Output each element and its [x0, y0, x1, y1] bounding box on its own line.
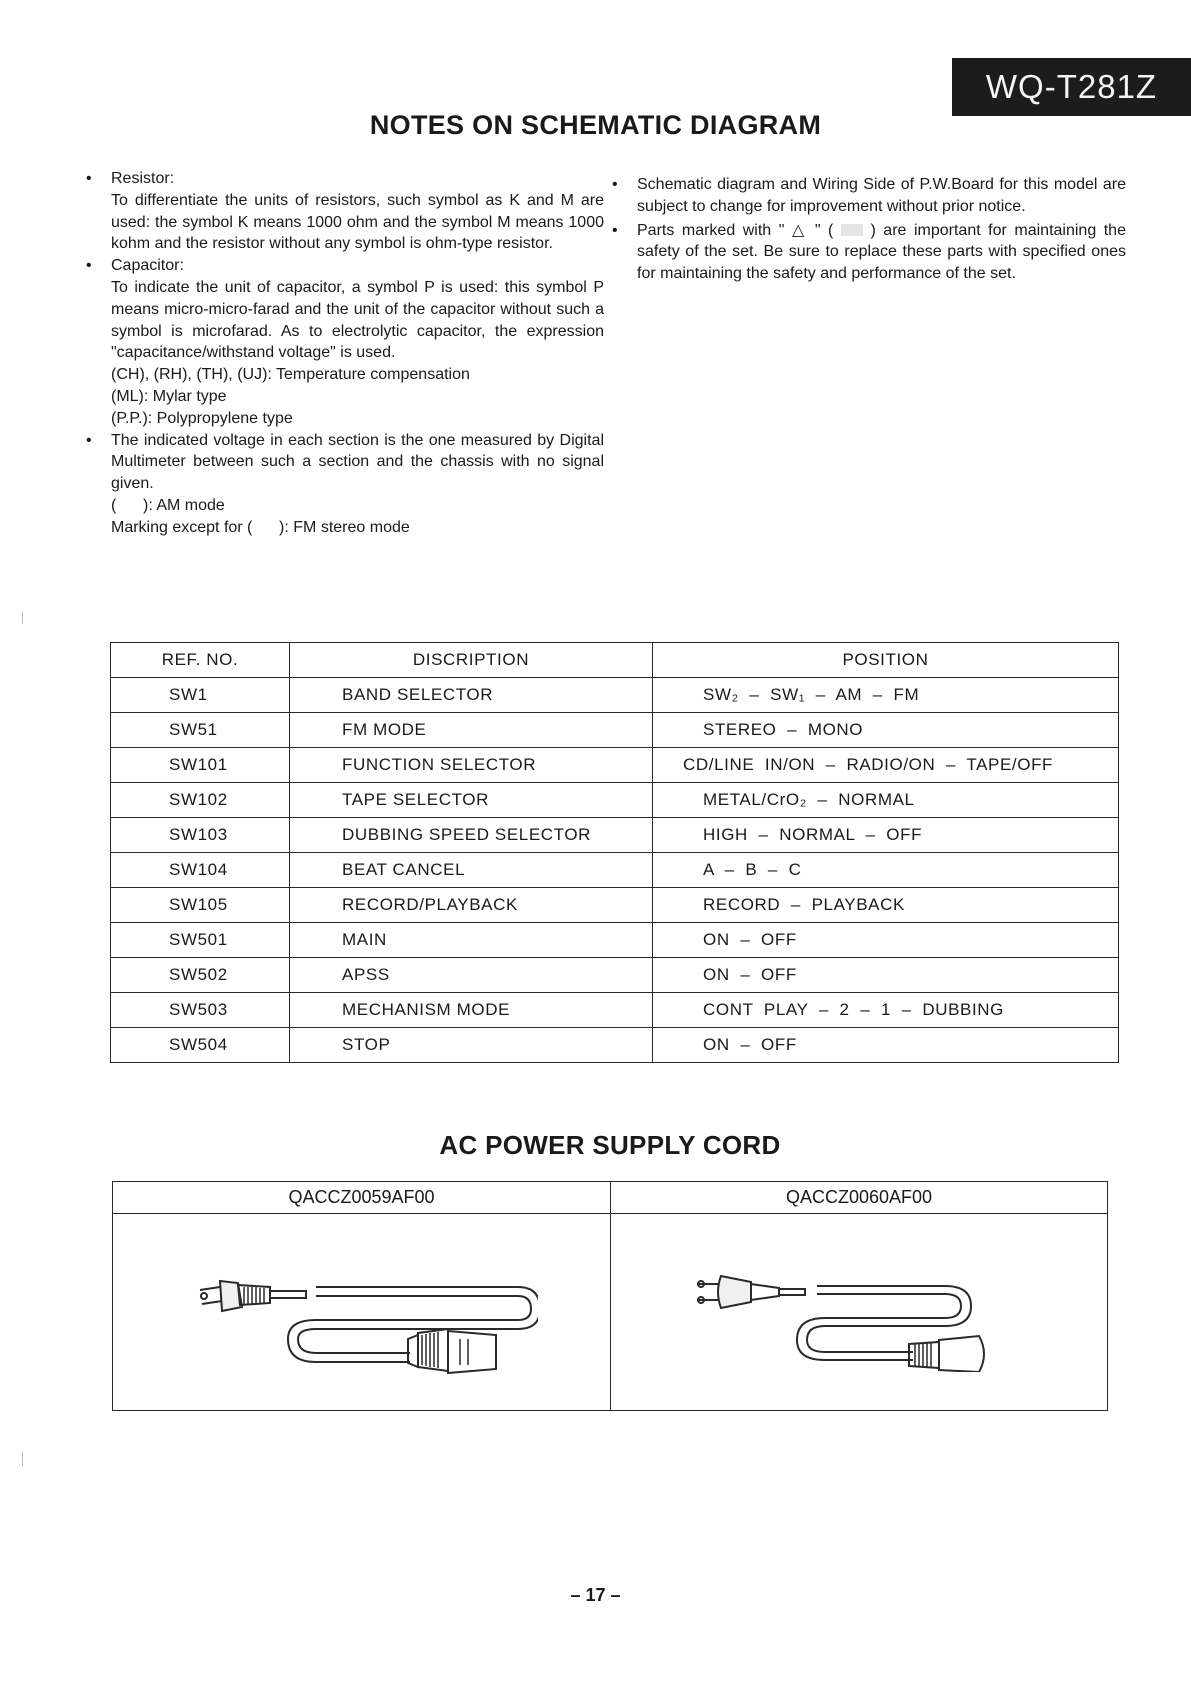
- ref-cell: SW51: [111, 713, 290, 748]
- position-cell: [653, 958, 1119, 993]
- scan-edge-mark: [22, 612, 23, 624]
- fm-mode-text: Marking except for ( ): FM stereo mode: [111, 518, 410, 536]
- position-cell: [653, 923, 1119, 958]
- position-cell: [653, 853, 1119, 888]
- position-cell: [653, 818, 1119, 853]
- desc-cell: BEAT CANCEL: [290, 853, 653, 888]
- position-cell: [653, 1028, 1119, 1063]
- model-number-badge: WQ-T281Z: [952, 58, 1191, 116]
- desc-cell: RECORD/PLAYBACK: [290, 888, 653, 923]
- ac-cord-table: [112, 1181, 1108, 1411]
- ref-cell: SW103: [111, 818, 290, 853]
- desc-cell: MECHANISM MODE: [290, 993, 653, 1028]
- description-header: DISCRIPTION: [290, 643, 653, 678]
- position-text: METAL/CrO₂ – NORMAL: [703, 790, 915, 809]
- desc-cell: APSS: [290, 958, 653, 993]
- position-text: A – B – C: [703, 860, 802, 879]
- safety-parts-text-a: Parts marked with " △ " (: [637, 221, 834, 239]
- position-text: SW₂ – SW₁ – AM – FM: [703, 685, 920, 704]
- capacitor-note: [84, 255, 604, 364]
- table-row: [111, 888, 1119, 923]
- ref-cell: SW105: [111, 888, 290, 923]
- ref-cell: SW102: [111, 783, 290, 818]
- ref-cell: SW101: [111, 748, 290, 783]
- notes-left-column: [84, 168, 604, 539]
- ref-no-header: REF. NO.: [111, 643, 290, 678]
- safety-parts-text-b: ) are important for maintaining the safety of the set. Be sure to replace these parts with specified ones for maintaining the safety and performance of the set.: [637, 221, 1126, 283]
- resistor-text: To differentiate the units of resistors, such symbol as K and M are used: the symbol K means 1000 ohm and the symbol M means 1000 kohm and the resistor without any symbol is ohm-type resistor.: [111, 191, 604, 253]
- ref-cell: SW104: [111, 853, 290, 888]
- table-row: [111, 818, 1119, 853]
- temp-comp-text: (CH), (RH), (TH), (UJ): Temperature compensation: [111, 366, 470, 384]
- capacitor-heading: • Capacitor:: [111, 257, 184, 275]
- table-row: [111, 1028, 1119, 1063]
- position-cell: [653, 748, 1119, 783]
- power-cord-right-icon: [695, 1262, 1025, 1372]
- position-cell: [653, 888, 1119, 923]
- page-number: – 17 –: [570, 1585, 621, 1605]
- table-row: [111, 923, 1119, 958]
- table-row: [111, 853, 1119, 888]
- switch-position-table: [110, 642, 1119, 1063]
- desc-cell: STOP: [290, 1028, 653, 1063]
- position-text: CONT PLAY – 2 – 1 – DUBBING: [703, 1000, 1005, 1019]
- table-row: [111, 993, 1119, 1028]
- notes-right-column: [610, 174, 1126, 285]
- table-header-row: [111, 643, 1119, 678]
- polypropylene-text: (P.P.): Polypropylene type: [111, 409, 293, 427]
- ref-cell: SW1: [111, 678, 290, 713]
- left-cord-part-number: QACCZ0059AF00: [113, 1182, 610, 1214]
- shaded-mark-icon: [841, 224, 863, 236]
- ac-cord-title: AC POWER SUPPLY CORD: [439, 1130, 781, 1160]
- ref-cell: SW502: [111, 958, 290, 993]
- desc-cell: MAIN: [290, 923, 653, 958]
- table-row: [111, 678, 1119, 713]
- desc-cell: DUBBING SPEED SELECTOR: [290, 818, 653, 853]
- position-text: RECORD – PLAYBACK: [703, 895, 905, 914]
- scan-edge-mark: [22, 1452, 23, 1466]
- schematic-change-note: • Schematic diagram and Wiring Side of P.W.Board for this model are subject to change for improvement without prior notice.: [610, 174, 1126, 218]
- cord-column-divider: [610, 1182, 611, 1410]
- table-row: [111, 783, 1119, 818]
- position-text: ON – OFF: [703, 930, 797, 949]
- am-mode-text: ( ): AM mode: [111, 496, 225, 514]
- desc-cell: TAPE SELECTOR: [290, 783, 653, 818]
- position-header: POSITION: [653, 643, 1119, 678]
- resistor-note: [84, 168, 604, 255]
- position-text: CD/LINE IN/ON – RADIO/ON – TAPE/OFF: [683, 755, 1054, 774]
- ref-cell: SW504: [111, 1028, 290, 1063]
- position-text: ON – OFF: [703, 965, 797, 984]
- mylar-text: (ML): Mylar type: [111, 387, 227, 405]
- right-cord-part-number: QACCZ0060AF00: [610, 1182, 1108, 1214]
- power-cord-left-icon: [198, 1267, 538, 1377]
- desc-cell: BAND SELECTOR: [290, 678, 653, 713]
- safety-parts-note: [610, 220, 1126, 285]
- table-row: [111, 748, 1119, 783]
- capacitor-text: To indicate the unit of capacitor, a symbol P is used: this symbol P means micro-micro-farad and the unit of the capacitor without such a symbol is microfarad. As to electrolytic capacitor, the expression "capacitance/withstand voltage" is used.: [111, 278, 604, 362]
- desc-cell: FUNCTION SELECTOR: [290, 748, 653, 783]
- position-text: ON – OFF: [703, 1035, 797, 1054]
- desc-cell: FM MODE: [290, 713, 653, 748]
- table-row: [111, 958, 1119, 993]
- position-cell: [653, 783, 1119, 818]
- page-title: NOTES ON SCHEMATIC DIAGRAM: [369, 110, 822, 140]
- position-cell: [653, 713, 1119, 748]
- voltage-text: • The indicated voltage in each section is the one measured by Digital Multimeter between such a section and the chassis with no signal given.: [111, 431, 604, 493]
- position-text: HIGH – NORMAL – OFF: [703, 825, 923, 844]
- voltage-note: [84, 430, 604, 495]
- position-cell: [653, 678, 1119, 713]
- position-cell: [653, 993, 1119, 1028]
- ref-cell: SW501: [111, 923, 290, 958]
- ref-cell: SW503: [111, 993, 290, 1028]
- position-text: STEREO – MONO: [703, 720, 864, 739]
- table-row: [111, 713, 1119, 748]
- resistor-heading: • Resistor:: [111, 170, 175, 187]
